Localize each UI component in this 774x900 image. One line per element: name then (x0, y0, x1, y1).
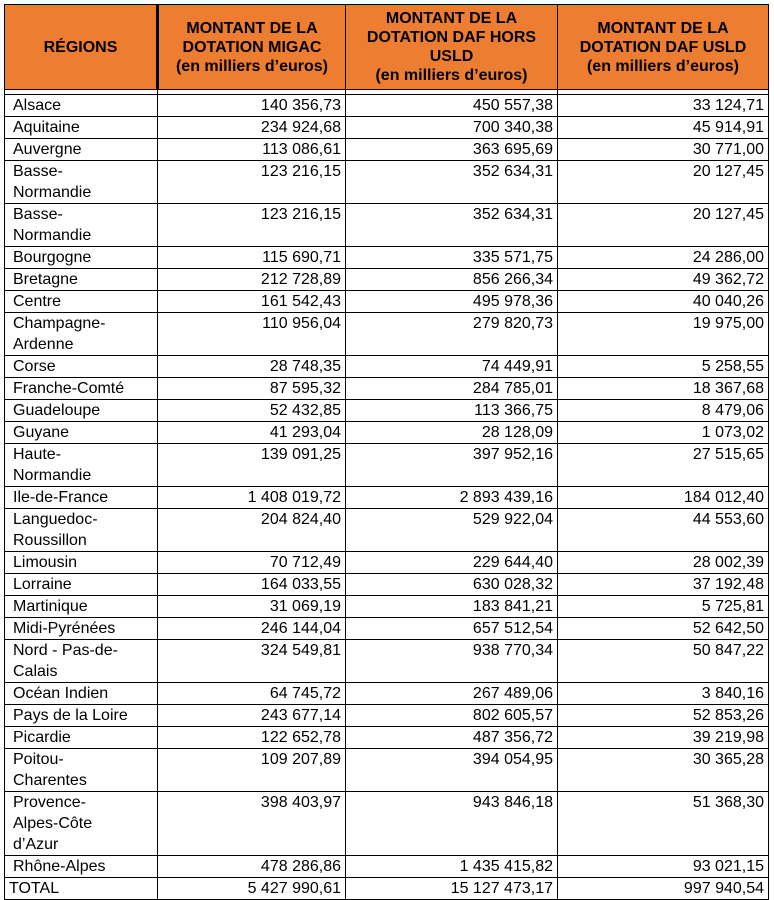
daf-usld-cell: 39 219,98 (558, 727, 769, 749)
table-row (5, 574, 769, 596)
table-row (5, 269, 769, 291)
region-cell: Guadeloupe (5, 400, 158, 422)
table-row (5, 596, 769, 618)
migac-cell: 234 924,68 (158, 117, 346, 139)
migac-cell: 212 728,89 (158, 269, 346, 291)
migac-cell: 123 216,15 (158, 204, 346, 247)
daf-hors-usld-cell: 394 054,95 (346, 749, 558, 792)
migac-cell: 28 748,35 (158, 356, 346, 378)
region-cell: Franche-Comté (5, 378, 158, 400)
daf-usld-cell: 18 367,68 (558, 378, 769, 400)
total-row (5, 878, 769, 900)
daf-hors-usld-cell: 267 489,06 (346, 683, 558, 705)
header-daf-hors-title: MONTANT DE LA DOTATION DAF HORS USLD (366, 10, 537, 65)
header-migac (158, 5, 346, 90)
daf-hors-usld-cell: 1 435 415,82 (346, 856, 558, 878)
header-daf-hors-usld (346, 5, 558, 90)
migac-cell: 109 207,89 (158, 749, 346, 792)
daf-hors-usld-cell: 363 695,69 (346, 139, 558, 161)
table-row (5, 509, 769, 552)
table-row (5, 313, 769, 356)
region-cell: Alsace (5, 95, 158, 117)
daf-usld-cell: 49 362,72 (558, 269, 769, 291)
migac-cell: 139 091,25 (158, 444, 346, 487)
daf-usld-cell: 3 840,16 (558, 683, 769, 705)
table-row (5, 792, 769, 856)
daf-usld-cell: 997 940,54 (558, 878, 769, 900)
region-cell: Basse- Normandie (5, 204, 158, 247)
migac-cell: 110 956,04 (158, 313, 346, 356)
migac-cell: 113 086,61 (158, 139, 346, 161)
table-row (5, 95, 769, 117)
daf-usld-cell: 20 127,45 (558, 204, 769, 247)
region-cell: Picardie (5, 727, 158, 749)
table-body (5, 90, 769, 900)
daf-usld-cell: 44 553,60 (558, 509, 769, 552)
daf-hors-usld-cell: 630 028,32 (346, 574, 558, 596)
daf-usld-cell: 20 127,45 (558, 161, 769, 204)
table-row (5, 487, 769, 509)
daf-usld-cell: 1 073,02 (558, 422, 769, 444)
daf-hors-usld-cell: 2 893 439,16 (346, 487, 558, 509)
header-regions (5, 5, 158, 90)
migac-cell: 324 549,81 (158, 640, 346, 683)
table-row (5, 618, 769, 640)
table-row (5, 422, 769, 444)
table-row (5, 552, 769, 574)
daf-usld-cell: 52 642,50 (558, 618, 769, 640)
daf-hors-usld-cell: 495 978,36 (346, 291, 558, 313)
header-daf-usld (558, 5, 769, 90)
daf-hors-usld-cell: 279 820,73 (346, 313, 558, 356)
region-cell: Aquitaine (5, 117, 158, 139)
daf-usld-cell: 19 975,00 (558, 313, 769, 356)
table-row (5, 727, 769, 749)
region-cell: Pays de la Loire (5, 705, 158, 727)
migac-cell: 122 652,78 (158, 727, 346, 749)
daf-hors-usld-cell: 352 634,31 (346, 161, 558, 204)
table-row (5, 291, 769, 313)
daf-hors-usld-cell: 943 846,18 (346, 792, 558, 856)
region-cell: Languedoc- Roussillon (5, 509, 158, 552)
migac-cell: 243 677,14 (158, 705, 346, 727)
migac-cell: 52 432,85 (158, 400, 346, 422)
migac-cell: 478 286,86 (158, 856, 346, 878)
table-row (5, 683, 769, 705)
header-migac-title: MONTANT DE LA DOTATION MIGAC (182, 19, 322, 56)
daf-hors-usld-cell: 335 571,75 (346, 247, 558, 269)
daf-usld-cell: 5 258,55 (558, 356, 769, 378)
region-cell: Corse (5, 356, 158, 378)
daf-hors-usld-cell: 450 557,38 (346, 95, 558, 117)
migac-cell: 246 144,04 (158, 618, 346, 640)
table-row (5, 400, 769, 422)
daf-usld-cell: 27 515,65 (558, 444, 769, 487)
migac-cell: 204 824,40 (158, 509, 346, 552)
table-row (5, 444, 769, 487)
daf-hors-usld-cell: 183 841,21 (346, 596, 558, 618)
daf-hors-usld-cell: 856 266,34 (346, 269, 558, 291)
migac-cell: 1 408 019,72 (158, 487, 346, 509)
daf-hors-usld-cell: 15 127 473,17 (346, 878, 558, 900)
table-row (5, 117, 769, 139)
region-cell: Limousin (5, 552, 158, 574)
daf-hors-usld-cell: 700 340,38 (346, 117, 558, 139)
daf-usld-cell: 5 725,81 (558, 596, 769, 618)
migac-cell: 115 690,71 (158, 247, 346, 269)
migac-cell: 70 712,49 (158, 552, 346, 574)
daf-hors-usld-cell: 229 644,40 (346, 552, 558, 574)
table-row (5, 378, 769, 400)
daf-usld-cell: 37 192,48 (558, 574, 769, 596)
daf-hors-usld-cell: 487 356,72 (346, 727, 558, 749)
daf-usld-cell: 8 479,06 (558, 400, 769, 422)
table-row (5, 139, 769, 161)
table-row (5, 161, 769, 204)
region-cell: Basse- Normandie (5, 161, 158, 204)
migac-cell: 398 403,97 (158, 792, 346, 856)
daf-hors-usld-cell: 397 952,16 (346, 444, 558, 487)
daf-hors-usld-cell: 352 634,31 (346, 204, 558, 247)
migac-cell: 161 542,43 (158, 291, 346, 313)
migac-cell: 31 069,19 (158, 596, 346, 618)
migac-cell: 140 356,73 (158, 95, 346, 117)
daf-usld-cell: 30 365,28 (558, 749, 769, 792)
header-migac-unit: (en milliers d’euros) (175, 57, 329, 75)
region-cell: TOTAL (5, 878, 158, 900)
region-cell: Midi-Pyrénées (5, 618, 158, 640)
header-daf-usld-unit: (en milliers d’euros) (586, 57, 740, 75)
daf-usld-cell: 30 771,00 (558, 139, 769, 161)
daf-usld-cell: 93 021,15 (558, 856, 769, 878)
region-cell: Nord - Pas-de- Calais (5, 640, 158, 683)
region-cell: Lorraine (5, 574, 158, 596)
daf-usld-cell: 51 368,30 (558, 792, 769, 856)
daf-usld-cell: 50 847,22 (558, 640, 769, 683)
daf-hors-usld-cell: 74 449,91 (346, 356, 558, 378)
region-cell: Rhône-Alpes (5, 856, 158, 878)
region-cell: Haute- Normandie (5, 444, 158, 487)
region-cell: Guyane (5, 422, 158, 444)
region-cell: Champagne- Ardenne (5, 313, 158, 356)
daf-usld-cell: 33 124,71 (558, 95, 769, 117)
daf-usld-cell: 52 853,26 (558, 705, 769, 727)
table-row (5, 856, 769, 878)
table-row (5, 204, 769, 247)
daf-hors-usld-cell: 113 366,75 (346, 400, 558, 422)
region-cell: Bretagne (5, 269, 158, 291)
table-row (5, 749, 769, 792)
region-cell: Martinique (5, 596, 158, 618)
region-cell: Provence- Alpes-Côte d’Azur (5, 792, 158, 856)
region-cell: Océan Indien (5, 683, 158, 705)
header-regions-label: RÉGIONS (43, 38, 118, 56)
table-row (5, 356, 769, 378)
migac-cell: 164 033,55 (158, 574, 346, 596)
daf-usld-cell: 45 914,91 (558, 117, 769, 139)
daf-hors-usld-cell: 284 785,01 (346, 378, 558, 400)
header-daf-hors-unit: (en milliers d’euros) (375, 67, 528, 84)
dotation-table-container (4, 4, 769, 900)
daf-hors-usld-cell: 938 770,34 (346, 640, 558, 683)
header-daf-usld-title: MONTANT DE LA DOTATION DAF USLD (579, 19, 747, 56)
dotation-table (4, 4, 769, 900)
migac-cell: 64 745,72 (158, 683, 346, 705)
table-row (5, 705, 769, 727)
migac-cell: 41 293,04 (158, 422, 346, 444)
daf-hors-usld-cell: 529 922,04 (346, 509, 558, 552)
migac-cell: 87 595,32 (158, 378, 346, 400)
daf-usld-cell: 40 040,26 (558, 291, 769, 313)
region-cell: Poitou- Charentes (5, 749, 158, 792)
daf-usld-cell: 28 002,39 (558, 552, 769, 574)
daf-hors-usld-cell: 802 605,57 (346, 705, 558, 727)
table-row (5, 247, 769, 269)
daf-hors-usld-cell: 28 128,09 (346, 422, 558, 444)
table-row (5, 640, 769, 683)
region-cell: Centre (5, 291, 158, 313)
header-row (5, 5, 769, 90)
region-cell: Auvergne (5, 139, 158, 161)
daf-usld-cell: 24 286,00 (558, 247, 769, 269)
migac-cell: 5 427 990,61 (158, 878, 346, 900)
migac-cell: 123 216,15 (158, 161, 346, 204)
region-cell: Bourgogne (5, 247, 158, 269)
daf-hors-usld-cell: 657 512,54 (346, 618, 558, 640)
daf-usld-cell: 184 012,40 (558, 487, 769, 509)
region-cell: Ile-de-France (5, 487, 158, 509)
